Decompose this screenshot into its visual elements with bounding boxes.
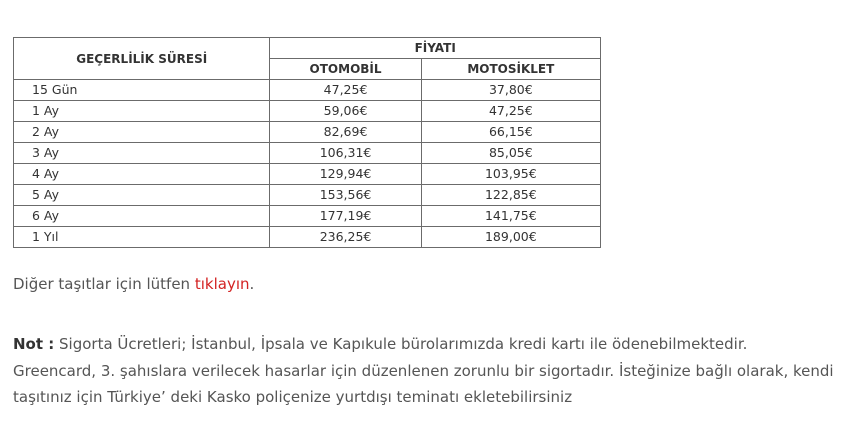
auto-price-cell: 59,06€ <box>270 101 421 122</box>
period-cell: 4 Ay <box>14 164 270 185</box>
auto-header: OTOMOBİL <box>270 59 421 80</box>
table-row <box>14 122 601 143</box>
period-header: GEÇERLİLİK SÜRESİ <box>14 38 270 80</box>
price-table <box>13 37 601 248</box>
auto-price-cell: 236,25€ <box>270 227 421 248</box>
period-cell: 15 Gün <box>14 80 270 101</box>
auto-price-cell: 106,31€ <box>270 143 421 164</box>
other-vehicles-text: Diğer taşıtlar için lütfen <box>13 275 195 293</box>
moto-price-cell: 103,95€ <box>421 164 600 185</box>
period-cell: 3 Ay <box>14 143 270 164</box>
moto-price-cell: 37,80€ <box>421 80 600 101</box>
moto-price-cell: 122,85€ <box>421 185 600 206</box>
table-row <box>14 185 601 206</box>
period-cell: 6 Ay <box>14 206 270 227</box>
click-here-link[interactable]: tıklayın <box>194 275 250 293</box>
table-row <box>14 80 601 101</box>
period-cell: 5 Ay <box>14 185 270 206</box>
moto-price-cell: 66,15€ <box>421 122 600 143</box>
moto-price-cell: 189,00€ <box>421 227 600 248</box>
note-line-2: Greencard, 3. şahıslara verilecek hasarlar için düzenlenen zorunlu bir sigortadır. İsteğinize bağlı olarak, kendi taşıtınız için Türkiye’ deki Kasko poliçenize yurtdışı teminatı ekletebilirsiniz <box>13 361 834 406</box>
table-row <box>14 206 601 227</box>
table-row <box>14 101 601 122</box>
auto-price-cell: 82,69€ <box>270 122 421 143</box>
note-paragraph <box>13 331 853 411</box>
moto-header: MOTOSİKLET <box>421 59 600 80</box>
price-header: FİYATI <box>270 38 601 59</box>
auto-price-cell: 47,25€ <box>270 80 421 101</box>
auto-price-cell: 153,56€ <box>270 185 421 206</box>
moto-price-cell: 141,75€ <box>421 206 600 227</box>
moto-price-cell: 47,25€ <box>421 101 600 122</box>
moto-price-cell: 85,05€ <box>421 143 600 164</box>
auto-price-cell: 129,94€ <box>270 164 421 185</box>
other-vehicles-suffix: . <box>249 275 255 293</box>
auto-price-cell: 177,19€ <box>270 206 421 227</box>
table-row <box>14 227 601 248</box>
period-cell: 2 Ay <box>14 122 270 143</box>
table-header-row <box>14 38 601 59</box>
table-row <box>14 164 601 185</box>
period-cell: 1 Yıl <box>14 227 270 248</box>
note-label: Not : <box>13 335 55 353</box>
other-vehicles-line <box>13 272 254 296</box>
period-cell: 1 Ay <box>14 101 270 122</box>
note-line-1: Sigorta Ücretleri; İstanbul, İpsala ve Kapıkule bürolarımızda kredi kartı ile ödenebilmektedir. <box>54 335 748 353</box>
table-row <box>14 143 601 164</box>
